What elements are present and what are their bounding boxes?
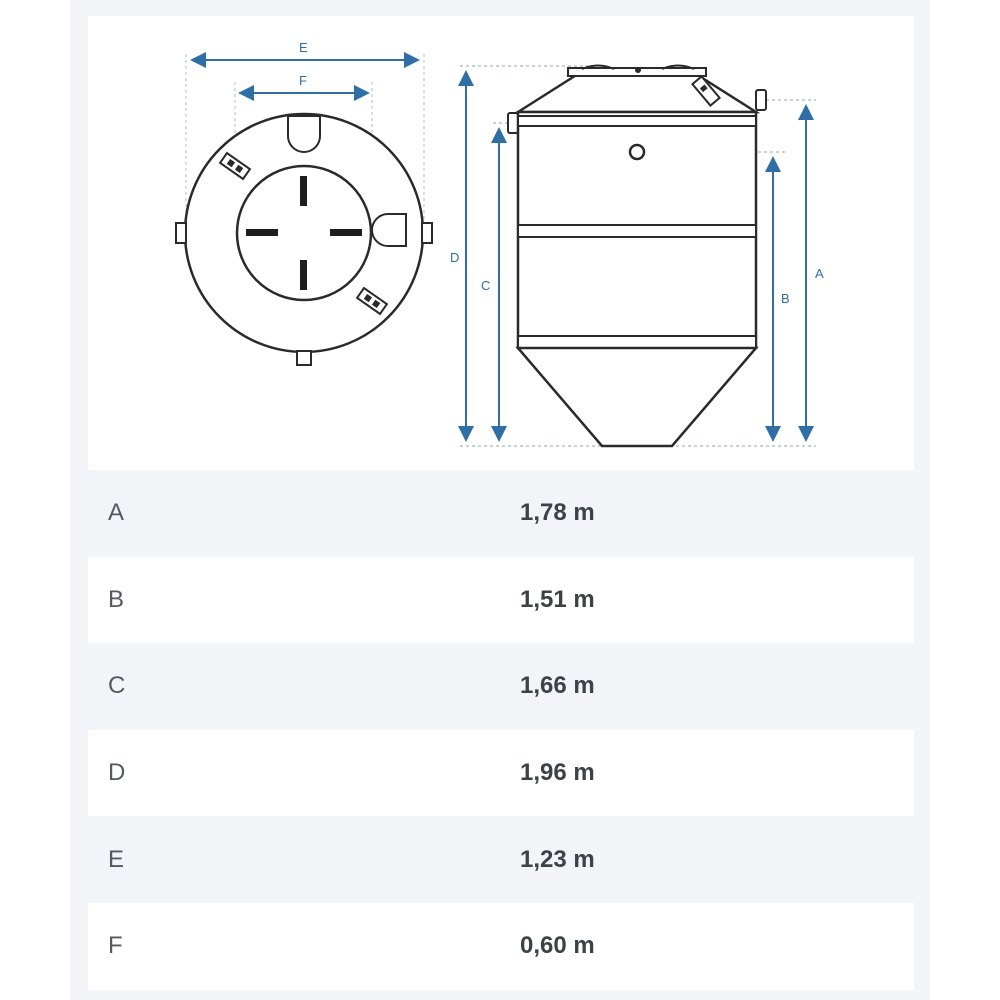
tank-drawing — [88, 16, 914, 470]
dimension-c-label: C — [481, 278, 491, 293]
dimension-value: 1,23 m — [520, 845, 595, 873]
dimension-label: C — [108, 672, 126, 700]
dimension-e-label: E — [299, 40, 308, 55]
dimension-a-label: A — [815, 266, 824, 281]
table-row — [88, 730, 914, 817]
dimension-label: D — [108, 759, 126, 787]
table-row — [88, 903, 914, 990]
top-view — [176, 40, 432, 365]
table-row — [88, 643, 914, 730]
tank-diagram — [88, 16, 914, 470]
dimension-value: 1,66 m — [520, 672, 595, 700]
dimension-value: 1,96 m — [520, 759, 595, 787]
dimension-label: A — [108, 499, 125, 527]
dimension-b-label: B — [781, 291, 790, 306]
dimension-label: B — [108, 585, 125, 613]
side-view — [450, 66, 824, 447]
dimension-label: F — [108, 932, 123, 960]
dimension-value: 1,51 m — [520, 585, 595, 613]
table-row — [88, 816, 914, 903]
dimension-label: E — [108, 845, 125, 873]
table-row — [88, 470, 914, 557]
dimensions-table — [88, 470, 914, 990]
tank-cone-bottom — [518, 348, 756, 446]
dimension-value: 0,60 m — [520, 932, 595, 960]
dimension-f-label: F — [299, 73, 307, 88]
table-row — [88, 557, 914, 644]
dimension-value: 1,78 m — [520, 499, 595, 527]
dimension-d-label: D — [450, 250, 460, 265]
tank-cone-top — [518, 74, 756, 112]
